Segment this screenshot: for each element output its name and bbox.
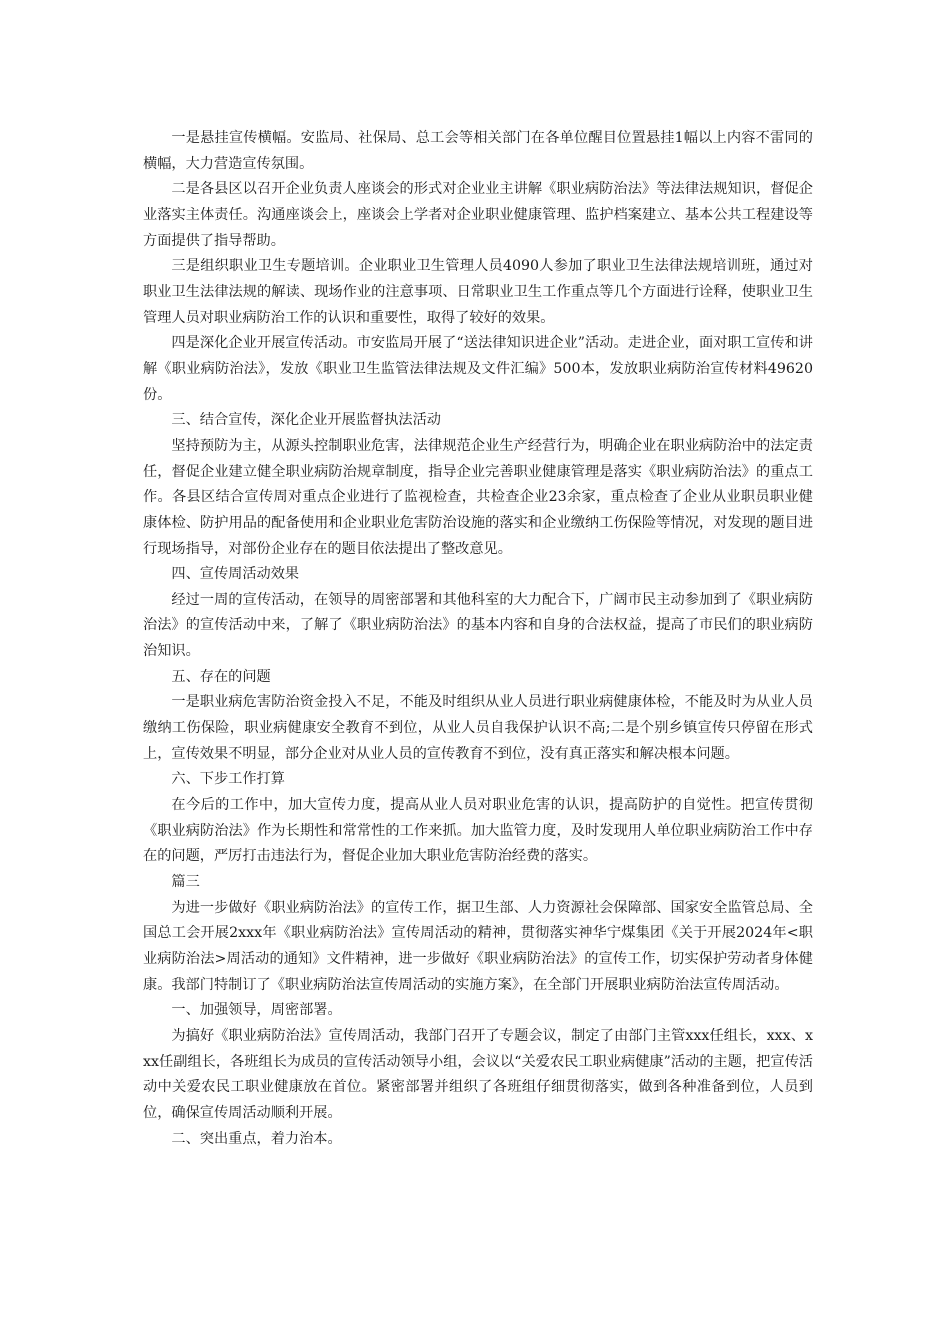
paragraph-health-training: 三是组织职业卫生专题培训。企业职业卫生管理人员4090人参加了职业卫生法律法规培训班，通过对职业卫生法律法规的解读、现场作业的注意事项、日常职业卫生工作重点等几个方面进行诠释，使职业卫生管理人员对职业病防治工作的认识和重要性，取得了较好的效果。 <box>143 258 813 326</box>
paragraph-enterprise-promotion: 四是深化企业开展宣传活动。市安监局开展了“送法律知识进企业”活动。走进企业，面对职工宣传和讲解《职业病防治法》，发放《职业卫生监管法律法规及文件汇编》500本，发放职业病防治宣传材料49620份。 <box>143 335 813 403</box>
chapter-heading-part-three: 篇三 <box>171 874 200 891</box>
paragraph-county-symposium: 二是各县区以召开企业负责人座谈会的形式对企业业主讲解《职业病防治法》等法律法规知识，督促企业落实主体责任。沟通座谈会上，座谈会上学者对企业职业健康管理、监护档案建立、基本公共工程建设等方面提供了指导帮助。 <box>143 181 813 249</box>
paragraph-prevention-inspection: 坚持预防为主，从源头控制职业危害，法律规范企业生产经营行为，明确企业在职业病防治中的法定责任，督促企业建立健全职业病防治规章制度，指导企业完善职业健康管理是落实《职业病防治法》的重点工作。各县区结合宣传周对重点企业进行了监视检查，共检查企业23余家，重点检查了企业从业职员职业健康体检、防护用品的配备使用和企业职业危害防治设施的落实和企业缴纳工伤保险等情况，对发现的题目进行现场指导，对部份企业存在的题目依法提出了整改意见。 <box>143 437 813 557</box>
paragraph-part-three-intro: 为进一步做好《职业病防治法》的宣传工作，据卫生部、人力资源社会保障部、国家安全监管总局、全国总工会开展2xxx年《职业病防治法》宣传周活动的精神，贯彻落实神华宁煤集团《关于开展2024年<职业病防治法>周活动的通知》文件精神，进一步做好《职业病防治法》的宣传工作，切实保护劳动者身体健康。我部门特制订了《职业病防治法宣传周活动的实施方案》，在全部门开展职业病防治法宣传周活动。 <box>143 899 813 993</box>
section-heading-leadership: 一、加强领导，周密部署。 <box>171 1002 342 1019</box>
section-heading-next-steps: 六、下步工作打算 <box>171 771 285 788</box>
document-body <box>143 126 813 1152</box>
paragraph-week-effects: 经过一周的宣传活动，在领导的周密部署和其他科室的大力配合下，广阔市民主动参加到了《职业病防治法》的宣传活动中来，了解了《职业病防治法》的基本内容和自身的合法权益，提高了市民们的职业病防治知识。 <box>143 591 813 660</box>
paragraph-leadership: 为搞好《职业病防治法》宣传周活动，我部门召开了专题会议，制定了由部门主管xxx任组长，xxx、xxx任副组长，各班组长为成员的宣传活动领导小组，会议以“关爱农民工职业病健康”活动的主题，把宣传活动中关爱农民工职业健康放在首位。紧密部署并组织了各班组仔细贯彻落实，做到各种准备到位，人员到位，确保宣传周活动顺利开展。 <box>143 1027 813 1121</box>
paragraph-next-steps: 在今后的工作中，加大宣传力度，提高从业人员对职业危害的认识，提高防护的自觉性。把宣传贯彻《职业病防治法》作为长期性和常常性的工作来抓。加大监管力度，及时发现用人单位职业病防治工作中存在的问题，严厉打击违法行为，督促企业加大职业危害防治经费的落实。 <box>143 797 813 865</box>
paragraph-problems: 一是职业病危害防治资金投入不足，不能及时组织从业人员进行职业病健康体检，不能及时为从业人员缴纳工伤保险，职业病健康安全教育不到位，从业人员自我保护认识不高;二是个别乡镇宣传只停留在形式上，宣传效果不明显，部分企业对从业人员的宣传教育不到位，没有真正落实和解决根本问题。 <box>143 694 813 762</box>
section-heading-focus: 二、突出重点，着力治本。 <box>171 1130 342 1147</box>
section-heading-effects: 四、宣传周活动效果 <box>171 566 300 583</box>
section-heading-problems: 五、存在的问题 <box>171 668 271 685</box>
section-heading-supervision: 三、结合宣传，深化企业开展监督执法活动 <box>171 412 441 429</box>
paragraph-hanging-banners: 一是悬挂宣传横幅。安监局、社保局、总工会等相关部门在各单位醒目位置悬挂1幅以上内容不雷同的横幅，大力营造宣传氛围。 <box>143 130 813 172</box>
